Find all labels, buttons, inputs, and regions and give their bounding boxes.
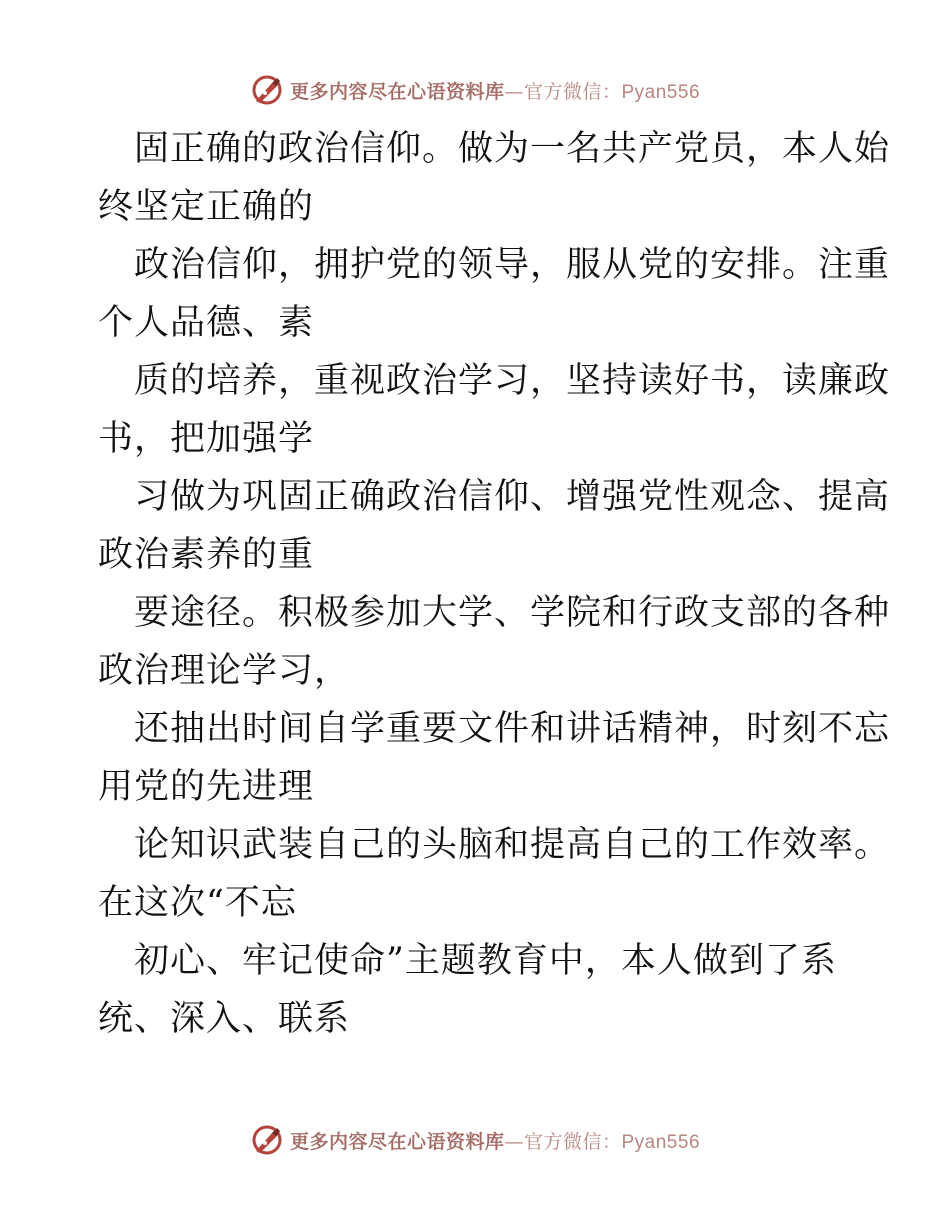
text-line: 个人品德、素	[98, 303, 315, 343]
banner-wechat-id: Pyan556	[621, 1131, 701, 1153]
text-line: 在这次“不忘	[98, 883, 297, 923]
text-line: 书，把加强学	[98, 419, 315, 459]
pen-logo-icon	[250, 1123, 284, 1157]
text-line: 初心、牢记使命”主题教育中，本人做到了系	[134, 941, 837, 981]
text-line: 终坚定正确的	[98, 187, 315, 227]
text-line: 政治信仰，拥护党的领导，服从党的安排。注重	[134, 245, 891, 285]
banner-label: 官方微信：	[523, 1130, 622, 1153]
text-line: 统、深入、联系	[98, 999, 351, 1039]
banner-brand: 更多内容尽在心语资料库	[289, 1130, 505, 1153]
banner-brand: 更多内容尽在心语资料库	[289, 80, 505, 103]
text-line: 要途径。积极参加大学、学院和行政支部的各种	[134, 593, 891, 633]
banner-separator: —	[504, 1130, 524, 1153]
text-line: 政治素养的重	[98, 535, 315, 575]
text-line: 还抽出时间自学重要文件和讲话精神，时刻不忘	[134, 709, 891, 749]
banner-wechat-id: Pyan556	[621, 81, 701, 103]
text-line: 政治理论学习，	[98, 651, 351, 691]
header-banner	[0, 70, 950, 110]
footer-banner	[0, 1120, 950, 1160]
text-line: 质的培养，重视政治学习，坚持读好书，读廉政	[134, 361, 891, 401]
banner-separator: —	[504, 80, 524, 103]
pen-logo-icon	[250, 73, 284, 107]
text-line: 习做为巩固正确政治信仰、增强党性观念、提高	[134, 477, 891, 517]
banner-text	[290, 77, 700, 104]
text-line: 用党的先进理	[98, 767, 315, 807]
banner-label: 官方微信：	[523, 80, 622, 103]
text-line: 固正确的政治信仰。做为一名共产党员，本人始	[134, 129, 891, 169]
text-line: 论知识武装自己的头脑和提高自己的工作效率。	[134, 825, 891, 865]
body-text	[98, 120, 891, 1048]
banner-text	[290, 1127, 700, 1154]
